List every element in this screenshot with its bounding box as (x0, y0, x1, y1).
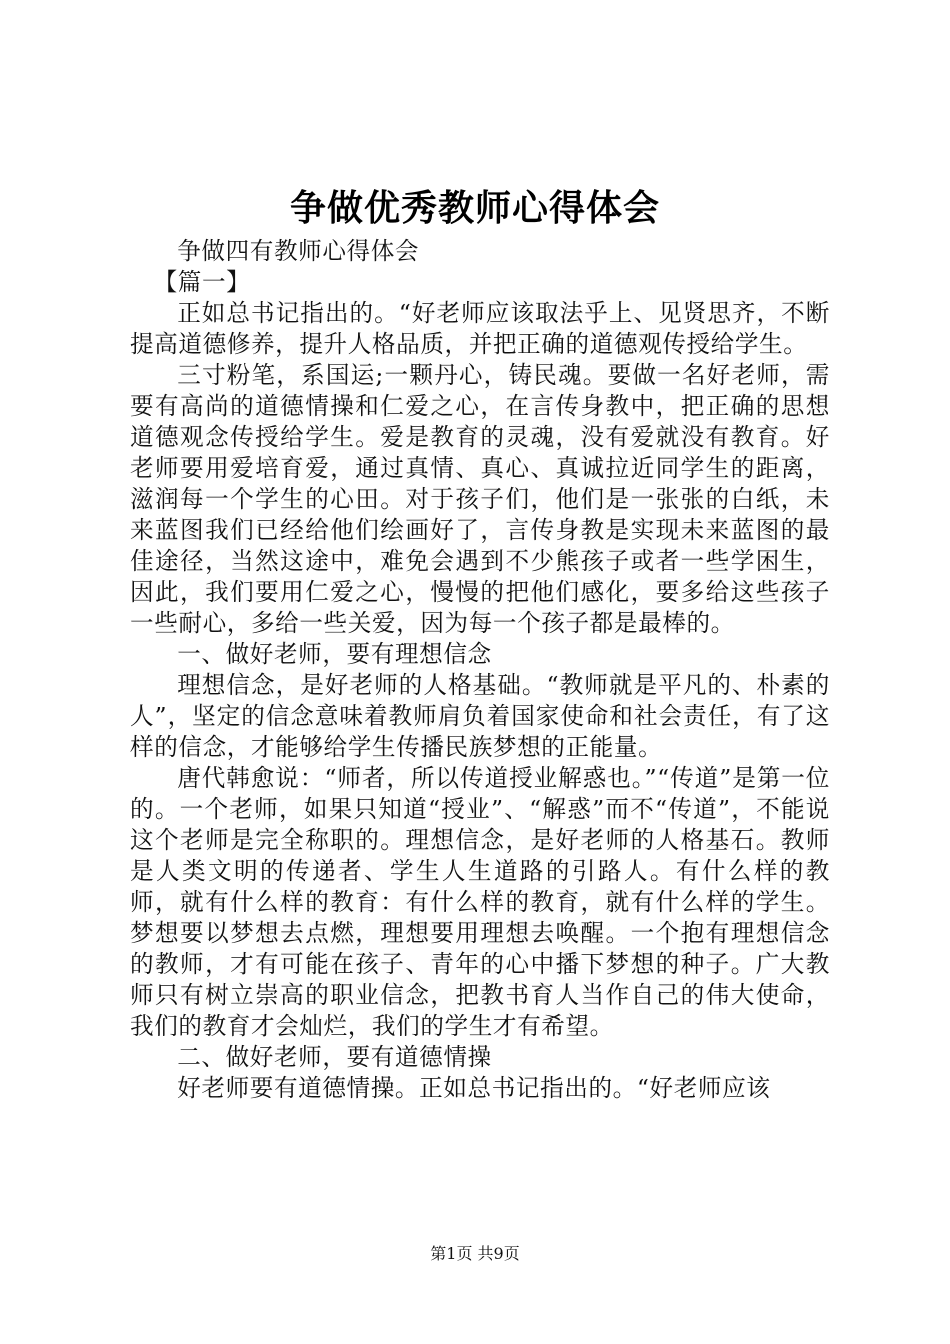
page-number-footer: 第1页 共9页 (430, 1244, 520, 1263)
document-title: 争做优秀教师心得体会 (289, 188, 660, 229)
section-marker: 【篇一】 (153, 268, 251, 296)
document-body (130, 236, 830, 1104)
subtitle-paragraph: 争做四有教师心得体会 (177, 237, 420, 265)
body-paragraph: 唐代韩愈说：“师者，所以传道授业解惑也。”“传道”是第一位的。一个老师，如果只知道“授业”、“解惑”而不“传道”，不能说这个老师是完全称职的。理想信念，是好老师的人格基石。教师是人类文明的传递者、学生人生道路的引路人。有什么样的教师，就有什么样的教育：有什么样的教育，就有什么样的学生。梦想要以梦想去点燃，理想要用理想去唤醒。一个抱有理想信念的教师，才有可能在孩子、青年的心中播下梦想的种子。广大教师只有树立崇高的职业信念，把教书育人当作自己的伟大使命，我们的教育才会灿烂，我们的学生才有希望。 (130, 764, 830, 1040)
body-paragraph: 好老师要有道德情操。正如总书记指出的。“好老师应该 (177, 1074, 771, 1102)
section-heading: 一、做好老师，要有理想信念 (177, 640, 492, 668)
section-heading: 二、做好老师，要有道德情操 (177, 1043, 492, 1071)
body-paragraph: 三寸粉笔，系国运;一颗丹心，铸民魂。要做一名好老师，需要有高尚的道德情操和仁爱之心，在言传身教中，把正确的思想道德观念传授给学生。爱是教育的灵魂，没有爱就没有教育。好老师要用爱培育爱，通过真情、真心、真诚拉近同学生的距离，滋润每一个学生的心田。对于孩子们，他们是一张张的白纸，未来蓝图我们已经给他们绘画好了，言传身教是实现未来蓝图的最佳途径，当然这途中，难免会遇到不少熊孩子或者一些学困生，因此，我们要用仁爱之心，慢慢的把他们感化，要多给这些孩子一些耐心，多给一些关爱，因为每一个孩子都是最棒的。 (130, 361, 830, 637)
body-paragraph: 正如总书记指出的。“好老师应该取法乎上、见贤思齐，不断提高道德修养，提升人格品质，并把正确的道德观传授给学生。 (130, 299, 830, 358)
body-paragraph: 理想信念，是好老师的人格基础。“教师就是平凡的、朴素的人”，坚定的信念意味着教师肩负着国家使命和社会责任，有了这样的信念，才能够给学生传播民族梦想的正能量。 (130, 671, 830, 761)
